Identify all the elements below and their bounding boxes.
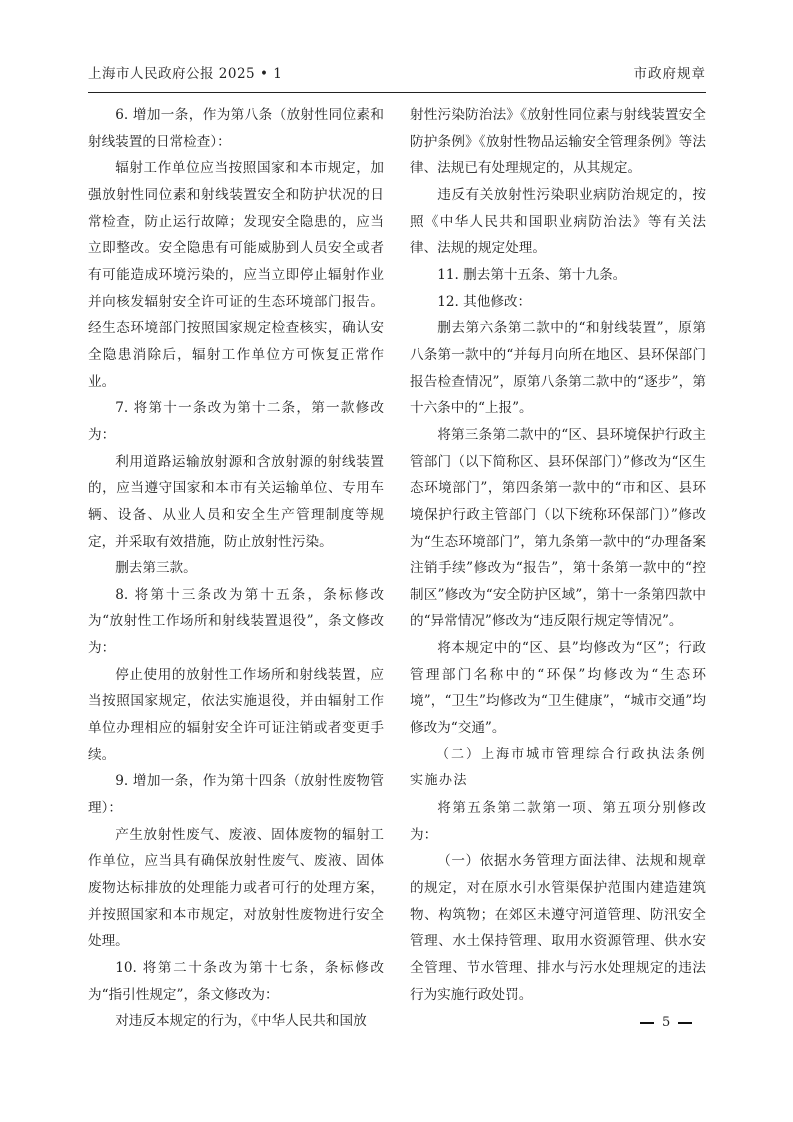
page-number-value: 5 bbox=[662, 1015, 671, 1030]
paragraph: 对违反本规定的行为，《中华人民共和国放 bbox=[115, 1013, 367, 1030]
header-rule bbox=[88, 92, 706, 93]
subsection-heading: （二）上海市城市管理综合行政执法条例实施办法 bbox=[410, 746, 706, 789]
left-column bbox=[88, 102, 384, 1035]
publication-title: 上海市人民政府公报 2025 • 1 bbox=[88, 66, 283, 82]
paragraph: 将第五条第二款第一项、第五项分别修改为： bbox=[410, 800, 706, 843]
paragraph: 11. 删去第十五条、第十九条。 bbox=[437, 266, 627, 283]
running-header bbox=[88, 62, 706, 84]
paragraph: 将第三条第二款中的“区、县环境保护行政主管部门（以下简称区、县环保部门）”修改为“区生态环境部门”，第四条第一款中的“市和区、县环境保护行政主管部门（以下统称环保部门）”修改为“生态环境部门”，第九条第一款中的“办理备案注销手续”修改为“报告”，第十条第一款中的“控制区”修改为“安全防护区域”，第十一条第四款中的“异常情况”修改为“违反限行规定等情况”。 bbox=[410, 426, 706, 630]
paragraph: 6. 增加一条，作为第八条（放射性同位素和射线装置的日常检查）： bbox=[88, 107, 384, 150]
page-number bbox=[640, 1015, 692, 1030]
paragraph: （一）依据水务管理方面法律、法规和规章的规定，对在原水引水管渠保护范围内建造建筑物、构筑物；在郊区未遵守河道管理、防汛安全管理、水土保持管理、取用水资源管理、供水安全管理、节水管理、排水与污水处理规定的违法行为实施行政处罚。 bbox=[410, 853, 706, 1003]
paragraph: 产生放射性废气、废液、固体废物的辐射工作单位，应当具有确保放射性废气、废液、固体废物达标排放的处理能力或者可行的处理方案，并按照国家和本市规定，对放射性废物进行安全处理。 bbox=[88, 826, 384, 950]
paragraph: 删去第六条第二款中的“和射线装置”，原第八条第一款中的“并每月向所在地区、县环保部门报告检查情况”，原第八条第二款中的“逐步”，第十六条中的“上报”。 bbox=[410, 320, 706, 417]
paragraph: 9. 增加一条，作为第十四条（放射性废物管理）： bbox=[88, 773, 384, 817]
dash-right bbox=[678, 1022, 692, 1024]
paragraph: 12. 其他修改： bbox=[437, 293, 532, 310]
paragraph-continued: 射性污染防治法》《放射性同位素与射线装置安全防护条例》《放射性物品运输安全管理条例》等法律、法规已有处理规定的，从其规定。 bbox=[410, 107, 706, 177]
dash-left bbox=[640, 1022, 654, 1024]
right-column bbox=[410, 102, 706, 1008]
paragraph: 8. 将第十三条改为第十五条，条标修改为“放射性工作场所和射线装置退役”，条文修改为： bbox=[88, 586, 384, 657]
paragraph: 删去第三款。 bbox=[115, 560, 197, 577]
paragraph: 辐射工作单位应当按照国家和本市规定，加强放射性同位素和射线装置安全和防护状况的日常检查，防止运行故障；发现安全隐患的，应当立即整改。安全隐患有可能威胁到人员安全或者有可能造成环境污染的，应当立即停止辐射作业并向核发辐射安全许可证的生态环境部门报告。经生态环境部门按照国家规定检查核实，确认安全隐患消除后，辐射工作单位方可恢复正常作业。 bbox=[88, 160, 384, 390]
paragraph: 7. 将第十一条改为第十二条，第一款修改为： bbox=[88, 400, 384, 443]
paragraph: 停止使用的放射性工作场所和射线装置，应当按照国家规定，依法实施退役，并由辐射工作单位办理相应的辐射安全许可证注销或者变更手续。 bbox=[88, 666, 384, 763]
paragraph: 利用道路运输放射源和含放射源的射线装置的，应当遵守国家和本市有关运输单位、专用车辆、设备、从业人员和安全生产管理制度等规定，并采取有效措施，防止放射性污染。 bbox=[88, 453, 384, 550]
paragraph: 10. 将第二十条改为第十七条，条标修改为“指引性规定”，条文修改为： bbox=[88, 960, 384, 1003]
section-title: 市政府规章 bbox=[633, 66, 706, 82]
paragraph: 违反有关放射性污染职业病防治规定的，按照《中华人民共和国职业病防治法》等有关法律、法规的规定处理。 bbox=[410, 186, 706, 257]
paragraph: 将本规定中的“区、县”均修改为“区”；行政管理部门名称中的“环保”均修改为“生态环境”，“卫生”均修改为“卫生健康”，“城市交通”均修改为“交通”。 bbox=[410, 640, 706, 737]
